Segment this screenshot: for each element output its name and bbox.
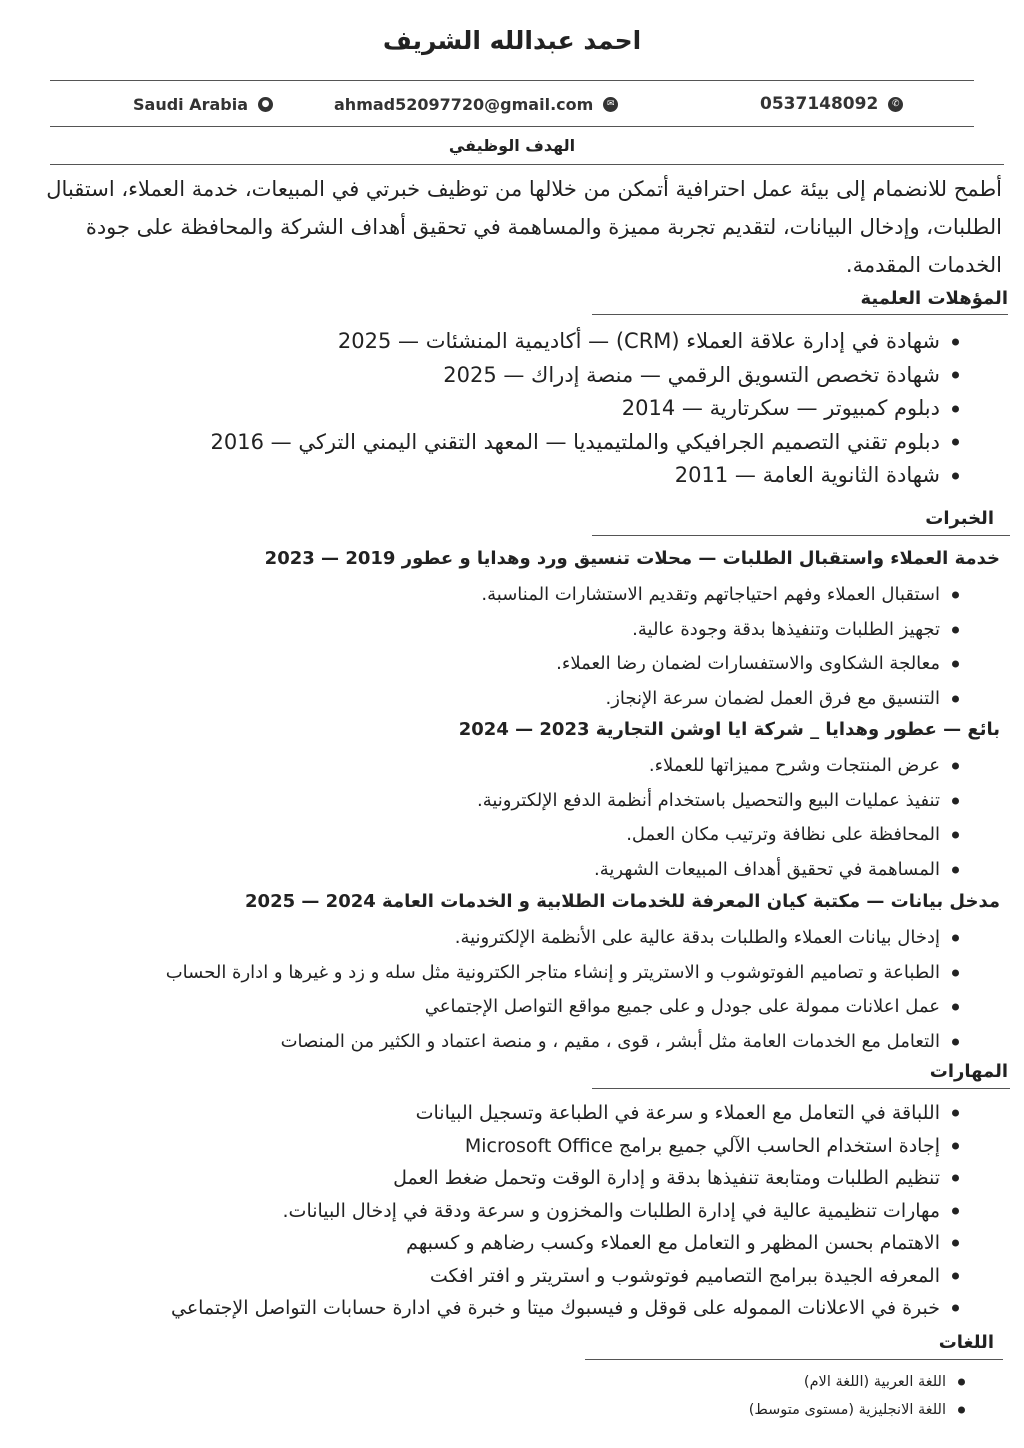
divider — [585, 1359, 1003, 1360]
experience-heading: الخبرات — [925, 508, 994, 529]
divider — [592, 535, 1010, 536]
list-item: المعرفه الجيدة ببرامج التصاميم فوتوشوب و استريتر و افتر افكت — [171, 1260, 962, 1293]
contact-email[interactable] — [334, 92, 618, 116]
list-item: شهادة الثانوية العامة — 2011 — [211, 459, 962, 493]
list-item: استقبال العملاء وفهم احتياجاتهم وتقديم الاستشارات المناسبة. — [481, 578, 962, 613]
divider — [592, 1088, 1010, 1089]
list-item: اللباقة في التعامل مع العملاء و سرعة في الطباعة وتسجيل البيانات — [171, 1097, 962, 1130]
phone-text[interactable]: 0537148092 — [760, 94, 879, 114]
job-title: مدخل بيانات — مكتبة كيان المعرفة للخدمات الطلابية و الخدمات العامة 2024 — 2025 — [245, 891, 1000, 912]
skills-list — [171, 1097, 962, 1325]
list-item: اللغة الانجليزية (مستوى متوسط) — [749, 1396, 968, 1424]
email-text[interactable]: ahmad52097720@gmail.com — [334, 94, 594, 114]
divider — [592, 314, 1008, 315]
languages-heading: اللغات — [938, 1332, 994, 1353]
job-duties-list — [166, 921, 962, 1059]
job-duties-list — [477, 749, 962, 887]
list-item: عرض المنتجات وشرح مميزاتها للعملاء. — [477, 749, 962, 784]
list-item: الاهتمام بحسن المظهر و التعامل مع العملاء وكسب رضاهم و كسبهم — [171, 1227, 962, 1260]
list-item: شهادة تخصص التسويق الرقمي — منصة إدراك — 2025 — [211, 359, 962, 393]
candidate-name: احمد عبدالله الشريف — [382, 26, 642, 55]
envelope-icon: ✉ — [603, 97, 618, 112]
list-item: الطباعة و تصاميم الفوتوشوب و الاستريتر و إنشاء متاجر الكترونية مثل سله و زد و غيرها و ادارة الحساب — [166, 956, 962, 991]
languages-list — [749, 1368, 968, 1424]
objective-text: أطمح للانضمام إلى بيئة عمل احترافية أتمكن من خلالها من توظيف خبرتي في المبيعات، خدمة العملاء، استقبال الطلبات، وإدخال البيانات، لتقديم تجربة مميزة والمساهمة في تحقيق أهداف الشركة والمحافظة على جودة الخدمات المقدمة. — [46, 177, 1002, 277]
contact-phone[interactable] — [760, 92, 903, 116]
list-item: تنفيذ عمليات البيع والتحصيل باستخدام أنظمة الدفع الإلكترونية. — [477, 784, 962, 819]
list-item: إجادة استخدام الحاسب الآلي جميع برامج Microsoft Office — [171, 1130, 962, 1163]
list-item: المحافظة على نظافة وترتيب مكان العمل. — [477, 818, 962, 853]
list-item: تجهيز الطلبات وتنفيذها بدقة وجودة عالية. — [481, 613, 962, 648]
location-pin-icon: ● — [258, 97, 273, 112]
list-item: إدخال بيانات العملاء والطلبات بدقة عالية على الأنظمة الإلكترونية. — [166, 921, 962, 956]
qualifications-heading: المؤهلات العلمية — [860, 288, 1008, 309]
job-title: بائع — عطور وهدايا _ شركة ايا اوشن التجارية 2023 — 2024 — [458, 719, 1000, 740]
divider — [50, 80, 974, 81]
job-duties-list — [481, 578, 962, 716]
list-item: المساهمة في تحقيق أهداف المبيعات الشهرية. — [477, 853, 962, 888]
list-item: شهادة في إدارة علاقة العملاء (CRM) — أكاديمية المنشئات — 2025 — [211, 325, 962, 359]
list-item: التنسيق مع فرق العمل لضمان سرعة الإنجاز. — [481, 682, 962, 717]
objective-heading: الهدف الوظيفي — [448, 136, 576, 155]
list-item: دبلوم كمبيوتر — سكرتارية — 2014 — [211, 392, 962, 426]
list-item: تنظيم الطلبات ومتابعة تنفيذها بدقة و إدارة الوقت وتحمل ضغط العمل — [171, 1162, 962, 1195]
divider — [50, 164, 1004, 165]
contact-country — [133, 92, 273, 116]
list-item: التعامل مع الخدمات العامة مثل أبشر ، قوى ، مقيم ، و منصة اعتماد و الكثير من المنصات — [166, 1025, 962, 1060]
list-item: معالجة الشكاوى والاستفسارات لضمان رضا العملاء. — [481, 647, 962, 682]
country-text: Saudi Arabia — [133, 94, 249, 114]
list-item: عمل اعلانات ممولة على جودل و على جميع مواقع التواصل الإجتماعي — [166, 990, 962, 1025]
list-item: اللغة العربية (اللغة الام) — [749, 1368, 968, 1396]
divider — [50, 126, 974, 127]
qualifications-list — [211, 325, 962, 493]
phone-icon: ✆ — [888, 97, 903, 112]
list-item: مهارات تنظيمية عالية في إدارة الطلبات والمخزون و سرعة ودقة في إدخال البيانات. — [171, 1195, 962, 1228]
list-item: خبرة في الاعلانات المموله على قوقل و فيسبوك ميتا و خبرة في ادارة حسابات التواصل الإجتماعي — [171, 1292, 962, 1325]
skills-heading: المهارات — [929, 1061, 1008, 1082]
job-title: خدمة العملاء واستقبال الطلبات — محلات تنسيق ورد وهدايا و عطور 2019 — 2023 — [264, 548, 1000, 569]
list-item: دبلوم تقني التصميم الجرافيكي والملتيميديا — المعهد التقني اليمني التركي — 2016 — [211, 426, 962, 460]
